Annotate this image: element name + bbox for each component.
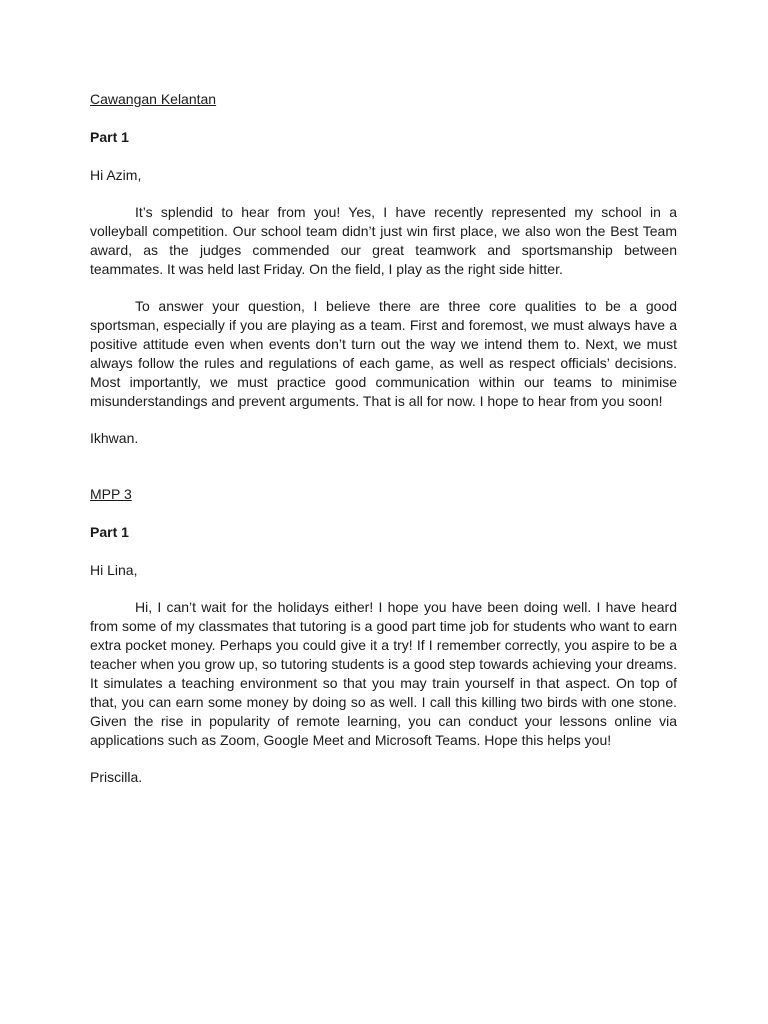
part-label: Part 1 [90,524,129,540]
section-cawangan-kelantan [90,90,677,448]
letter-greeting: Hi Azim, [90,167,142,183]
part-label: Part 1 [90,129,129,145]
document-page [90,90,677,787]
letter-paragraph: Hi, I can’t wait for the holidays either! I hope you have been doing well. I have heard from some of my classmates that tutoring is a good part time job for students who want to earn extra pocket money. Perhaps you could give it a try! If I remember correctly, you aspire to be a teacher when you grow up, so tutoring students is a good step towards achieving your dreams. It simulates a teaching environment so that you may train yourself in that aspect. On top of that, you can earn some money by doing so as well. I call this killing two birds with one stone. Given the rise in popularity of remote learning, you can conduct your lessons online via applications such as Zoom, Google Meet and Microsoft Teams. Hope this helps you! [90,599,677,748]
letter-signoff: Priscilla. [90,769,143,785]
section-heading: Cawangan Kelantan [90,91,217,107]
section-heading: MPP 3 [90,486,132,502]
letter-paragraph: To answer your question, I believe there are three core qualities to be a good sportsman, especially if you are playing as a team. First and foremost, we must always have a positive attitude even when events don’t turn out the way we intend them to. Next, we must always follow the rules and regulations of each game, as well as respect officials’ decisions. Most importantly, we must practice good communication within our teams to minimise misunderstandings and prevent arguments. That is all for now. I hope to hear from you soon! [90,298,677,409]
letter-signoff: Ikhwan. [90,430,139,446]
letter-greeting: Hi Lina, [90,562,138,578]
letter-paragraph: It’s splendid to hear from you! Yes, I have recently represented my school in a volleyball competition. Our school team didn’t just win first place, we also won the Best Team award, as the judges commended our great teamwork and sportsmanship between teammates. It was held last Friday. On the field, I play as the right side hitter. [90,204,677,277]
section-mpp-3 [90,485,677,787]
